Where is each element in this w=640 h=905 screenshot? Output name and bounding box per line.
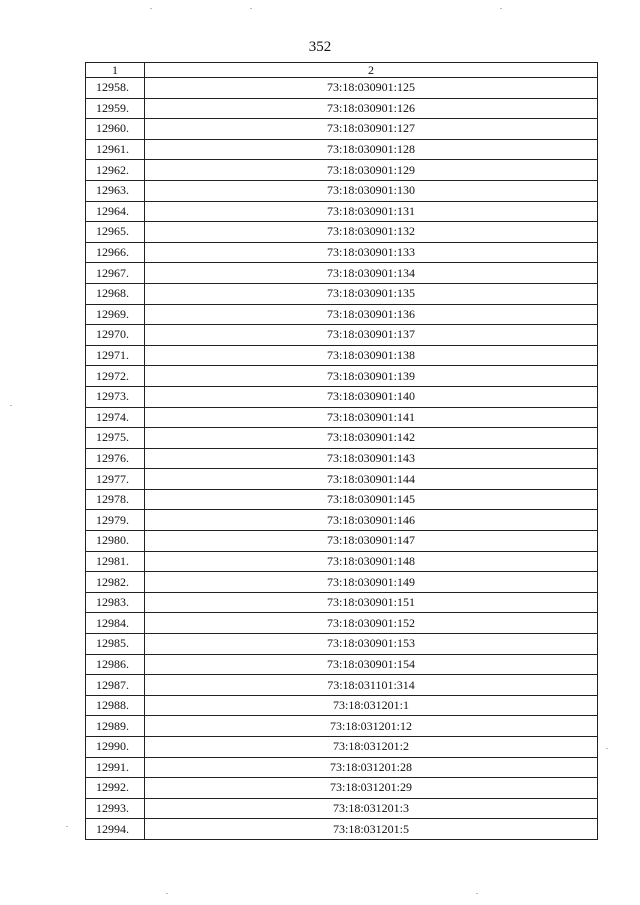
table-row: [86, 592, 598, 613]
cadastral-number-cell: 73:18:030901:138: [145, 345, 598, 366]
table-row: [86, 325, 598, 346]
row-number-cell: 12977.: [86, 469, 145, 490]
cadastral-number-cell: 73:18:030901:151: [145, 592, 598, 613]
table-row: [86, 510, 598, 531]
row-number-cell: 12994.: [86, 819, 145, 840]
row-number-cell: 12984.: [86, 613, 145, 634]
registry-table: [85, 62, 598, 840]
cadastral-number-cell: 73:18:031201:29: [145, 778, 598, 799]
column-header-cadastral-number: 2: [145, 63, 598, 78]
row-number-cell: 12987.: [86, 675, 145, 696]
row-number-cell: 12965.: [86, 222, 145, 243]
scan-speck: [250, 8, 252, 9]
cadastral-number-cell: 73:18:030901:146: [145, 510, 598, 531]
row-number-cell: 12993.: [86, 798, 145, 819]
table-row: [86, 201, 598, 222]
table-row: [86, 613, 598, 634]
row-number-cell: 12961.: [86, 139, 145, 160]
scan-speck: [150, 8, 152, 9]
row-number-cell: 12982.: [86, 572, 145, 593]
cadastral-number-cell: 73:18:030901:135: [145, 283, 598, 304]
row-number-cell: 12990.: [86, 737, 145, 758]
row-number-cell: 12980.: [86, 531, 145, 552]
cadastral-number-cell: 73:18:030901:132: [145, 222, 598, 243]
table-row: [86, 180, 598, 201]
table-row: [86, 428, 598, 449]
row-number-cell: 12976.: [86, 448, 145, 469]
table-row: [86, 675, 598, 696]
cadastral-number-cell: 73:18:030901:131: [145, 201, 598, 222]
table-row: [86, 283, 598, 304]
row-number-cell: 12964.: [86, 201, 145, 222]
cadastral-number-cell: 73:18:030901:125: [145, 78, 598, 99]
cadastral-number-cell: 73:18:030901:127: [145, 119, 598, 140]
row-number-cell: 12979.: [86, 510, 145, 531]
cadastral-number-cell: 73:18:030901:140: [145, 386, 598, 407]
table-row: [86, 634, 598, 655]
row-number-cell: 12974.: [86, 407, 145, 428]
cadastral-number-cell: 73:18:030901:147: [145, 531, 598, 552]
cadastral-number-cell: 73:18:031201:12: [145, 716, 598, 737]
row-number-cell: 12986.: [86, 654, 145, 675]
table-row: [86, 386, 598, 407]
cadastral-number-cell: 73:18:031201:28: [145, 757, 598, 778]
cadastral-number-cell: 73:18:030901:152: [145, 613, 598, 634]
row-number-cell: 12975.: [86, 428, 145, 449]
table-row: [86, 572, 598, 593]
table-row: [86, 551, 598, 572]
cadastral-number-cell: 73:18:031201:2: [145, 737, 598, 758]
cadastral-number-cell: 73:18:031201:1: [145, 695, 598, 716]
table-row: [86, 778, 598, 799]
table-row: [86, 695, 598, 716]
scan-speck: [66, 826, 68, 827]
scan-speck: [10, 405, 12, 406]
table-row: [86, 139, 598, 160]
row-number-cell: 12991.: [86, 757, 145, 778]
table-row: [86, 119, 598, 140]
table-row: [86, 263, 598, 284]
cadastral-number-cell: 73:18:030901:130: [145, 180, 598, 201]
row-number-cell: 12962.: [86, 160, 145, 181]
cadastral-number-cell: 73:18:030901:133: [145, 242, 598, 263]
row-number-cell: 12963.: [86, 180, 145, 201]
row-number-cell: 12969.: [86, 304, 145, 325]
cadastral-number-cell: 73:18:030901:149: [145, 572, 598, 593]
table-row: [86, 716, 598, 737]
table-row: [86, 819, 598, 840]
row-number-cell: 12958.: [86, 78, 145, 99]
table-row: [86, 407, 598, 428]
table-row: [86, 242, 598, 263]
cadastral-number-cell: 73:18:031101:314: [145, 675, 598, 696]
table-row: [86, 531, 598, 552]
cadastral-number-cell: 73:18:030901:136: [145, 304, 598, 325]
row-number-cell: 12968.: [86, 283, 145, 304]
row-number-cell: 12988.: [86, 695, 145, 716]
table-row: [86, 160, 598, 181]
cadastral-number-cell: 73:18:030901:134: [145, 263, 598, 284]
cadastral-number-cell: 73:18:030901:128: [145, 139, 598, 160]
cadastral-number-cell: 73:18:030901:148: [145, 551, 598, 572]
table-row: [86, 798, 598, 819]
row-number-cell: 12983.: [86, 592, 145, 613]
row-number-cell: 12971.: [86, 345, 145, 366]
scan-speck: [476, 893, 478, 894]
cadastral-number-cell: 73:18:030901:142: [145, 428, 598, 449]
table-row: [86, 737, 598, 758]
cadastral-number-cell: 73:18:030901:154: [145, 654, 598, 675]
row-number-cell: 12959.: [86, 98, 145, 119]
table-row: [86, 345, 598, 366]
table-row: [86, 98, 598, 119]
table-row: [86, 448, 598, 469]
row-number-cell: 12985.: [86, 634, 145, 655]
row-number-cell: 12981.: [86, 551, 145, 572]
scan-speck: [606, 748, 608, 749]
table-row: [86, 654, 598, 675]
cadastral-number-cell: 73:18:030901:129: [145, 160, 598, 181]
cadastral-number-cell: 73:18:030901:141: [145, 407, 598, 428]
header-row: [86, 63, 598, 78]
cadastral-number-cell: 73:18:031201:5: [145, 819, 598, 840]
row-number-cell: 12989.: [86, 716, 145, 737]
cadastral-number-cell: 73:18:030901:126: [145, 98, 598, 119]
row-number-cell: 12972.: [86, 366, 145, 387]
cadastral-number-cell: 73:18:030901:144: [145, 469, 598, 490]
cadastral-number-cell: 73:18:030901:139: [145, 366, 598, 387]
row-number-cell: 12973.: [86, 386, 145, 407]
row-number-cell: 12966.: [86, 242, 145, 263]
table-row: [86, 78, 598, 99]
table-body: [86, 78, 598, 840]
table-row: [86, 489, 598, 510]
row-number-cell: 12970.: [86, 325, 145, 346]
scan-speck: [166, 893, 168, 894]
cadastral-number-cell: 73:18:030901:137: [145, 325, 598, 346]
column-header-number: 1: [86, 63, 145, 78]
row-number-cell: 12978.: [86, 489, 145, 510]
cadastral-number-cell: 73:18:030901:143: [145, 448, 598, 469]
table-row: [86, 304, 598, 325]
table-row: [86, 222, 598, 243]
row-number-cell: 12960.: [86, 119, 145, 140]
row-number-cell: 12992.: [86, 778, 145, 799]
cadastral-number-cell: 73:18:030901:145: [145, 489, 598, 510]
table-row: [86, 757, 598, 778]
page-number: 352: [308, 39, 332, 55]
cadastral-number-cell: 73:18:031201:3: [145, 798, 598, 819]
cadastral-number-cell: 73:18:030901:153: [145, 634, 598, 655]
row-number-cell: 12967.: [86, 263, 145, 284]
table-row: [86, 469, 598, 490]
scan-speck: [500, 8, 502, 9]
table-row: [86, 366, 598, 387]
